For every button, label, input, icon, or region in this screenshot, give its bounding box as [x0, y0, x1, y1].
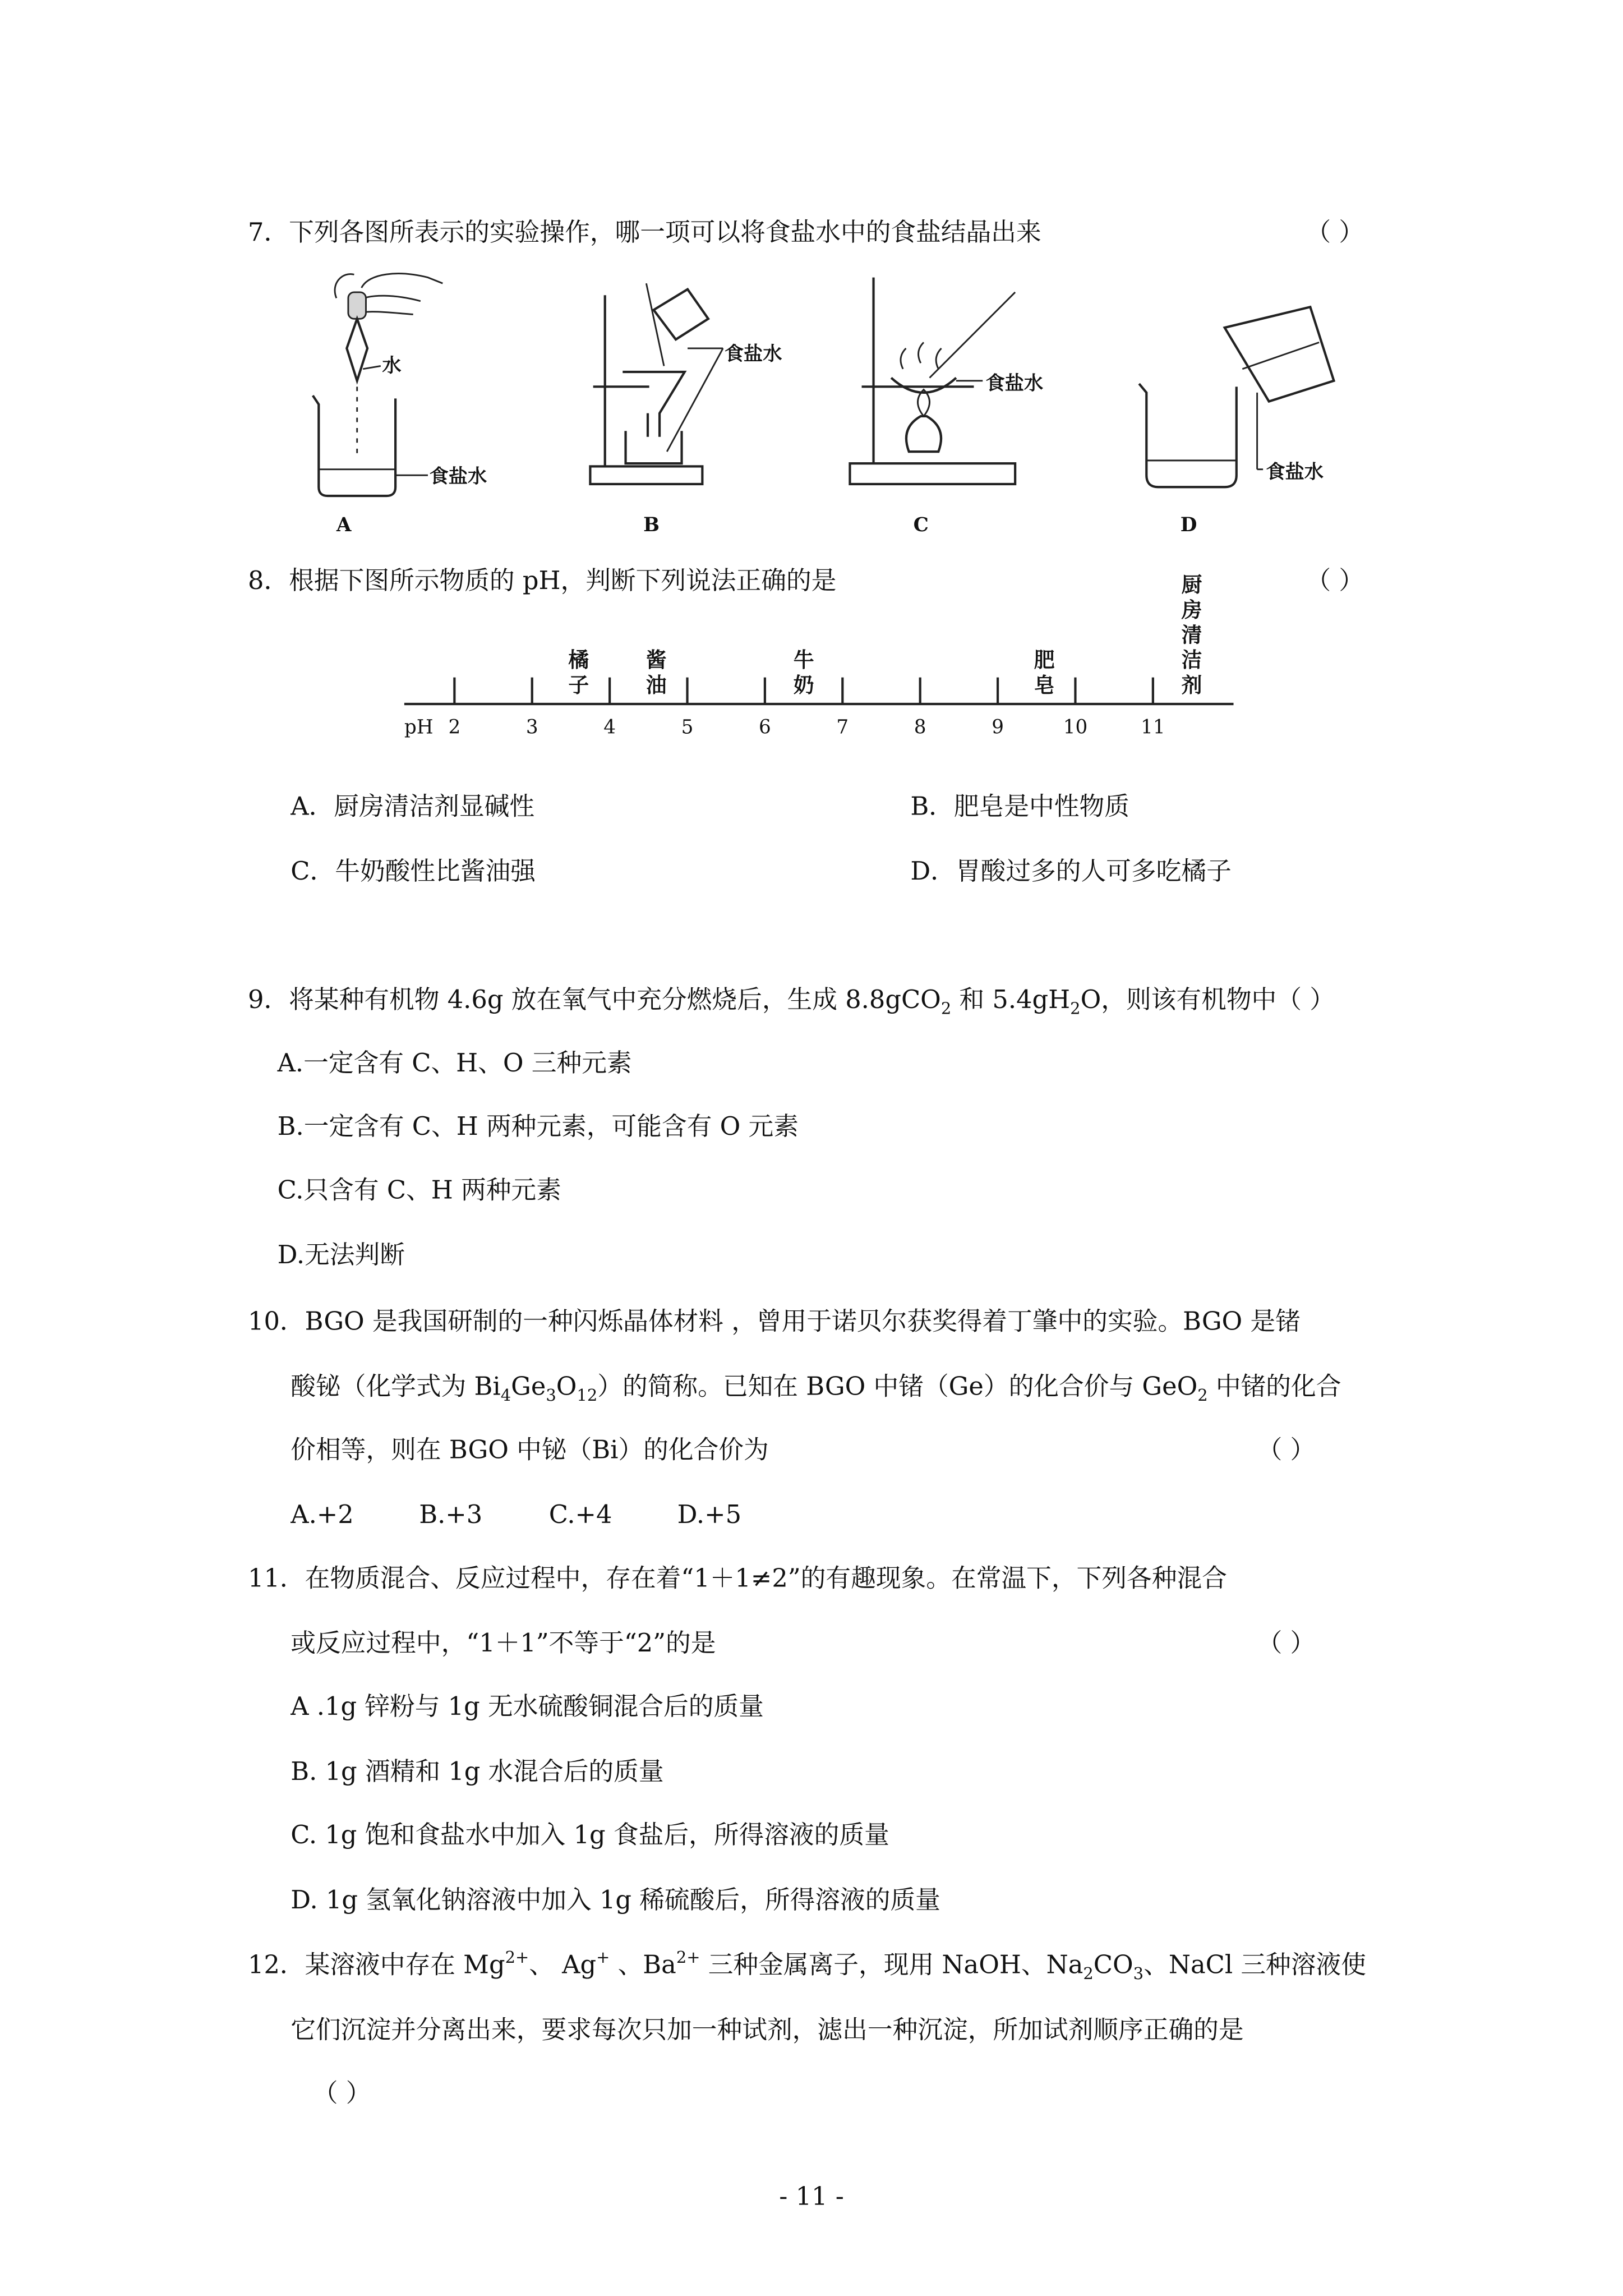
ph-tick-label: 7	[836, 716, 849, 739]
ph-tick-label: 2	[448, 716, 461, 739]
q8-option-d: D．胃酸过多的人可多吃橘子	[910, 856, 1232, 886]
q8-option-c: C．牛奶酸性比酱油强	[291, 856, 536, 886]
ph-substance-label: 肥	[1034, 647, 1055, 673]
ph-substance-label: 油	[645, 672, 667, 697]
ph-tick-label: 5	[681, 716, 694, 739]
label-brine-c: 食盐水	[985, 372, 1044, 395]
q10-line-3: 价相等，则在 BGO 中铋（Bi）的化合价为	[291, 1434, 769, 1465]
ph-tick-label: 10	[1063, 716, 1088, 739]
q12-answer-bracket: （ ）	[312, 2078, 371, 2108]
ph-substance-label: 厨	[1181, 572, 1202, 597]
ph-axis-label: pH	[404, 716, 434, 739]
dropper-bulb	[348, 292, 366, 319]
q9-option-b: B.一定含有 C、H 两种元素，可能含有 O 元素	[277, 1111, 799, 1142]
q9-option-c: C.只含有 C、H 两种元素	[277, 1175, 561, 1205]
ph-tick-label: 3	[525, 716, 538, 739]
q10-option-d: D.+5	[677, 1499, 742, 1530]
label-brine-a: 食盐水	[429, 465, 487, 488]
ph-substance-label: 洁	[1181, 647, 1202, 673]
q9-option-a: A.一定含有 C、H、O 三种元素	[277, 1048, 632, 1078]
ph-tick-label: 6	[759, 716, 771, 739]
q11-option-c: C. 1g 饱和食盐水中加入 1g 食盐后，所得溶液的质量	[291, 1820, 889, 1850]
ph-tick-label: 4	[603, 716, 616, 739]
label-brine-b: 食盐水	[724, 342, 782, 365]
q12-line-2: 它们沉淀并分离出来，要求每次只加一种试剂，滤出一种沉淀，所加试剂顺序正确的是	[291, 2014, 1244, 2045]
figure-label-b: B	[643, 514, 660, 537]
q9-option-d: D.无法判断	[277, 1240, 405, 1270]
q8-option-a: A．厨房清洁剂显碱性	[291, 791, 535, 821]
ph-tick-label: 8	[914, 716, 926, 739]
q11-option-a: A .1g 锌粉与 1g 无水硫酸铜混合后的质量	[291, 1691, 764, 1722]
q8-stem: 8．根据下图所示物质的 pH，判断下列说法正确的是	[248, 565, 837, 595]
ph-substance-label: 子	[568, 672, 589, 697]
q11-answer-bracket: （ ）	[1257, 1628, 1316, 1658]
q7-stem: 7．下列各图所表示的实验操作，哪一项可以将食盐水中的食盐结晶出来	[248, 217, 1041, 247]
figure-label-c: C	[913, 514, 929, 537]
ph-substance-label: 剂	[1181, 672, 1202, 697]
figure-label-a: A	[336, 514, 352, 537]
label-water: 水	[382, 355, 402, 378]
q10-answer-bracket: （ ）	[1257, 1434, 1316, 1465]
ph-substance-label: 清	[1181, 622, 1202, 647]
page-number: - 11 -	[779, 2181, 844, 2211]
ph-tick-label: 11	[1141, 716, 1165, 739]
ph-substance-label: 牛	[793, 647, 814, 673]
figure-label-d: D	[1180, 514, 1197, 537]
q10-option-c: C.+4	[548, 1499, 612, 1530]
q10-option-a: A.+2	[291, 1499, 354, 1530]
q8-answer-bracket: （ ）	[1306, 565, 1364, 595]
q8-option-b: B．肥皂是中性物质	[910, 791, 1129, 821]
ph-substance-label: 房	[1181, 597, 1202, 622]
ph-substance-label: 奶	[793, 672, 814, 697]
q11-line-1: 11．在物质混合、反应过程中，存在着“1＋1≠2”的有趣现象。在常温下，下列各种混合	[248, 1563, 1227, 1593]
ph-tick-label: 9	[992, 716, 1004, 739]
q11-option-b: B. 1g 酒精和 1g 水混合后的质量	[291, 1756, 664, 1786]
q7-answer-bracket: （ ）	[1306, 217, 1364, 247]
q12-line-1: 12．某溶液中存在 $Mg^{2+}$、 Ag+ 、$Ba^{2+}$ 三种金属离子，现用 NaOH、$Na_2CO_3$、NaCl 三种溶液使	[248, 1948, 1366, 1984]
q11-line-2: 或反应过程中，“1＋1”不等于“2”的是	[291, 1628, 716, 1658]
q10-line-2: 酸铋（化学式为 $Bi_4Ge_3O_{12}$）的简称。已知在 BGO 中锗（Ge）的化合价与 GeO$_2$ 中锗的化合	[291, 1371, 1341, 1405]
q10-option-b: B.+3	[419, 1499, 483, 1530]
label-brine-d: 食盐水	[1266, 461, 1324, 484]
q9-stem: 9．将某种有机物 4.6g 放在氧气中充分燃烧后，生成 8.8gCO$_2$ 和 $5.4gH_2O$，则该有机物中（ ）	[248, 984, 1335, 1018]
ph-substance-label: 皂	[1034, 672, 1055, 697]
q10-line-1: 10．BGO 是我国研制的一种闪烁晶体材料 ，曾用于诺贝尔获奖得着丁肇中的实验。BGO 是锗	[248, 1306, 1301, 1336]
ph-substance-label: 酱	[645, 647, 667, 673]
ph-substance-label: 橘	[568, 647, 589, 673]
q11-option-d: D. 1g 氢氧化钠溶液中加入 1g 稀硫酸后，所得溶液的质量	[291, 1884, 940, 1915]
